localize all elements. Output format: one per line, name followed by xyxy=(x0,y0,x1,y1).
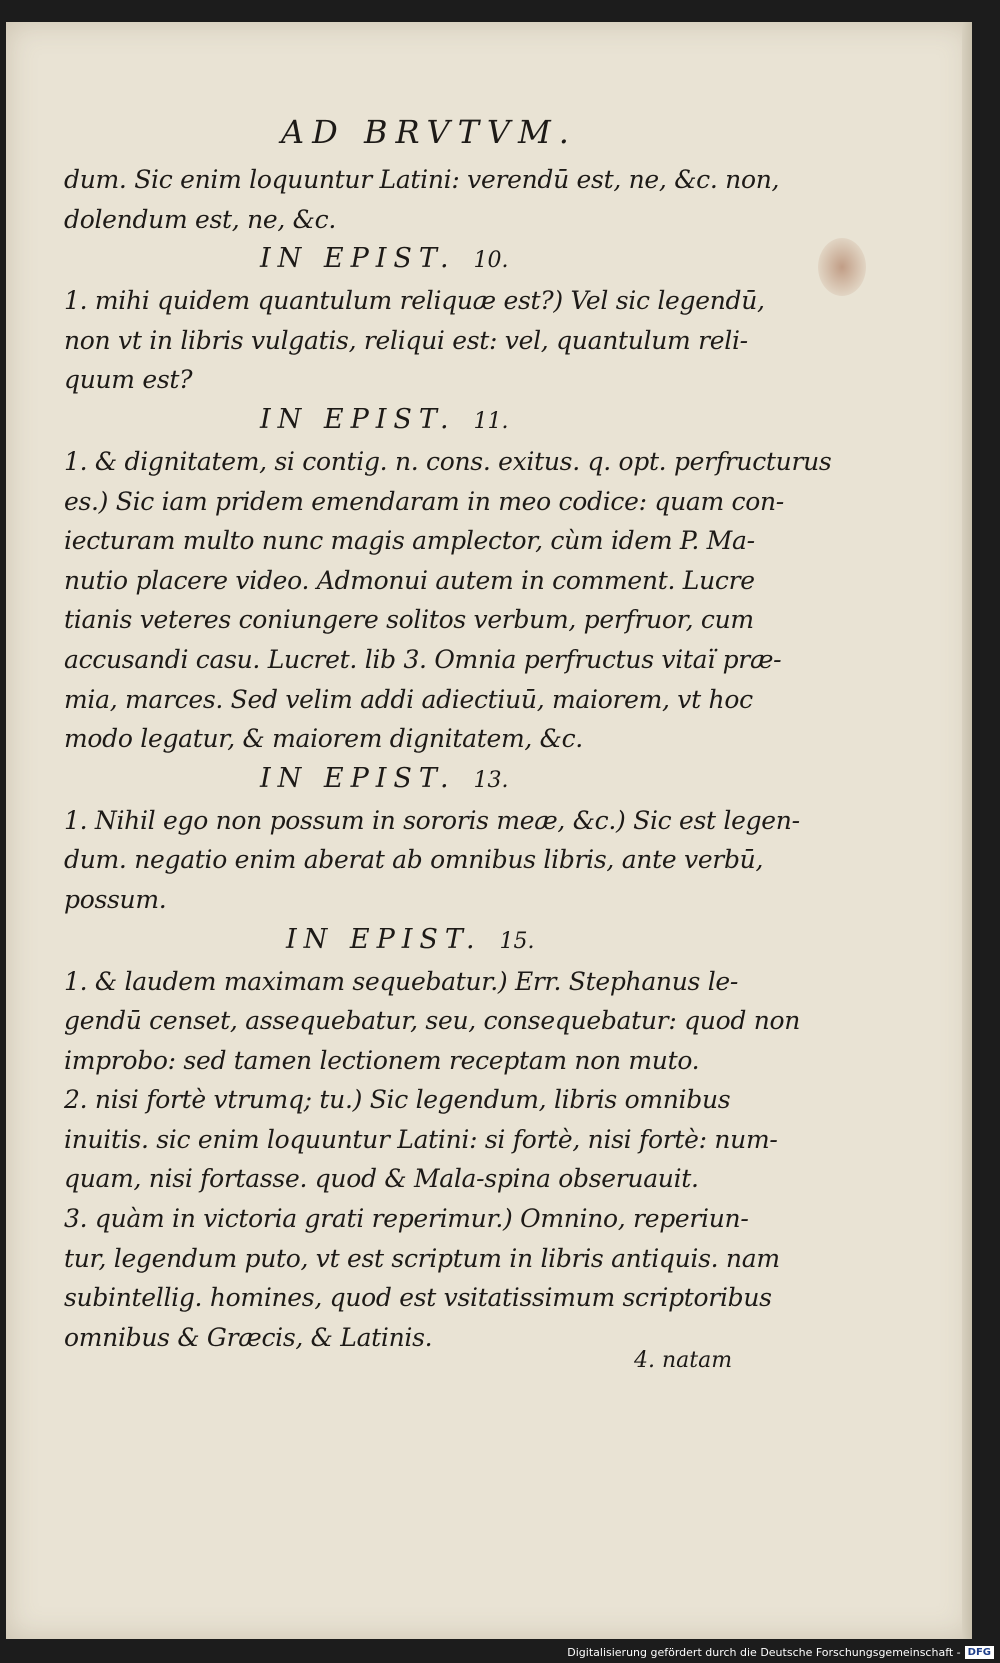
text-line: dolendum est, ne, &c. xyxy=(64,204,336,234)
section-heading-text: IN EPIST. xyxy=(260,403,456,435)
page-text xyxy=(64,110,832,1357)
text-line: non vt in libris vulgatis, reliqui est: vel, quantulum reli- xyxy=(64,325,748,355)
text-line: dum. Sic enim loquuntur Latini: verendū est, ne, &c. non, xyxy=(64,165,780,194)
text-line: mia, marces. Sed velim addi adiectiuū, maiorem, vt hoc xyxy=(64,684,753,714)
text-line: gendū censet, assequebatur, seu, consequebatur: quod non xyxy=(64,1006,801,1036)
text-line: subintellig. homines, quod est vsitatissimum scriptoribus xyxy=(64,1283,772,1313)
text-line: dum. negatio enim aberat ab omnibus libris, ante verbū, xyxy=(64,845,764,875)
paper-stain xyxy=(818,238,866,296)
catchword: 4. natam xyxy=(634,1348,733,1373)
section-heading-text: IN EPIST. xyxy=(286,923,482,955)
section-heading-text: IN EPIST. xyxy=(260,243,456,275)
section-heading-number: 11. xyxy=(473,408,509,434)
section-heading-number: 15. xyxy=(499,928,535,954)
text-line: improbo: sed tamen lectionem receptam non muto. xyxy=(64,1045,700,1075)
text-line: 1. & dignitatem, si contig. n. cons. exitus. q. opt. perfructurus xyxy=(64,446,832,476)
text-line: possum. xyxy=(64,884,167,914)
section-heading xyxy=(64,400,794,442)
text-line: tur, legendum puto, vt est scriptum in libris antiquis. nam xyxy=(64,1243,780,1273)
text-line: tianis veteres coniungere solitos verbum, perfruor, cum xyxy=(64,605,754,635)
dfg-logo: DFG xyxy=(965,1646,994,1659)
text-line: inuitis. sic enim loquuntur Latini: si fortè, nisi fortè: num- xyxy=(64,1124,778,1154)
section-heading-number: 13. xyxy=(473,767,509,793)
section-heading xyxy=(64,759,794,801)
text-line: nutio placere video. Admonui autem in comment. Lucre xyxy=(64,565,755,595)
text-line: 1. mihi quidem quantulum reliquæ est?) Vel sic legendū, xyxy=(64,286,765,316)
text-line: iecturam multo nunc magis amplector, cùm idem P. Ma- xyxy=(64,526,755,556)
footer-text: Digitalisierung gefördert durch die Deutsche Forschungsgemeinschaft - xyxy=(567,1646,961,1659)
digitization-footer xyxy=(567,1646,994,1659)
text-line: accusandi casu. Lucret. lib 3. Omnia perfructus vitaï præ- xyxy=(64,644,782,674)
text-line: es.) Sic iam pridem emendaram in meo codice: quam con- xyxy=(64,486,784,516)
text-line: 1. Nihil ego non possum in sororis meæ, &c.) Sic est legen- xyxy=(64,805,800,835)
text-line: quam, nisi fortasse. quod & Mala-spina obseruauit. xyxy=(64,1164,699,1194)
page-edge xyxy=(962,22,972,1639)
section-heading-number: 10. xyxy=(473,248,509,274)
text-blocks xyxy=(64,160,832,1357)
section-heading-text: IN EPIST. xyxy=(260,762,456,794)
text-line: omnibus & Græcis, & Latinis. xyxy=(64,1322,433,1352)
text-line: 1. & laudem maximam sequebatur.) Err. Stephanus le- xyxy=(64,966,739,996)
section-heading xyxy=(64,239,794,281)
running-head: AD BRVTVM. xyxy=(281,113,577,151)
book-page xyxy=(6,22,972,1639)
text-line: modo legatur, & maiorem dignitatem, &c. xyxy=(64,724,583,754)
text-line: 2. nisi fortè vtrumq; tu.) Sic legendum, libris omnibus xyxy=(64,1085,731,1115)
text-line: quum est? xyxy=(64,365,193,395)
text-line: 3. quàm in victoria grati reperimur.) Omnino, reperiun- xyxy=(64,1204,749,1234)
section-heading xyxy=(64,920,794,962)
